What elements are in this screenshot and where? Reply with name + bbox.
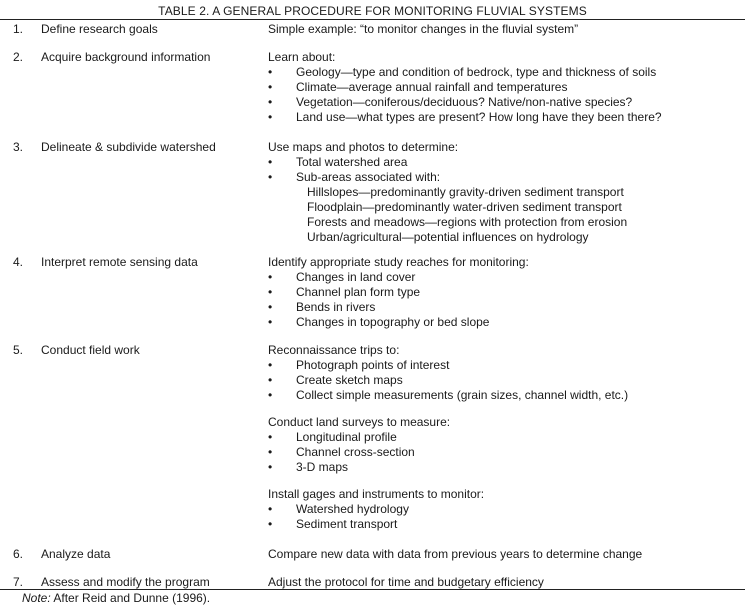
step-description [268,343,738,532]
bullet-icon: • [268,502,273,516]
bullet-icon: • [268,285,273,299]
step-number: 4. [13,255,24,269]
bullet-text: Collect simple measurements (grain sizes, channel width, etc.) [296,388,629,402]
bullet-text: Longitudinal profile [296,430,397,444]
bullet-icon: • [268,170,273,184]
bullet-icon: • [268,65,273,79]
step-title: Analyze data [41,547,111,561]
step-title: Delineate & subdivide watershed [41,140,216,154]
bullet-item [268,95,738,110]
bullet-text: Channel cross-section [296,445,415,459]
description-text: Simple example: “to monitor changes in the fluvial system” [268,22,579,36]
step-title: Conduct field work [41,343,140,357]
note-text: After Reid and Dunne (1996). [50,591,211,605]
sub-item: Hillslopes—predominantly gravity-driven sediment transport [307,185,624,199]
step-number: 2. [13,50,24,64]
bullet-icon: • [268,358,273,372]
description-text: Conduct land surveys to measure: [268,415,451,429]
step-description [268,22,738,37]
sub-item: Forests and meadows—regions with protection from erosion [307,215,628,229]
table-note [22,591,210,605]
bullet-text: Total watershed area [296,155,408,169]
bullet-item [268,430,738,445]
bullet-text: Create sketch maps [296,373,403,387]
bullet-icon: • [268,155,273,169]
sub-item: Floodplain—predominantly water-driven sediment transport [307,200,622,214]
step-title: Acquire background information [41,50,211,64]
sub-item: Urban/agricultural—potential influences on hydrology [307,230,589,244]
bullet-item [268,460,738,475]
step-description [268,547,738,562]
bullet-icon: • [268,430,273,444]
step-number: 7. [13,575,24,589]
bullet-item [268,502,738,517]
step-description [268,255,738,330]
description-text: Install gages and instruments to monitor: [268,487,485,501]
bullet-text: Sediment transport [296,517,398,531]
step-title: Interpret remote sensing data [41,255,198,269]
paragraph-gap [268,475,738,487]
bullet-text: Sub-areas associated with: [296,170,441,184]
description-text: Learn about: [268,50,336,64]
step-title: Assess and modify the program [41,575,210,589]
bullet-item [268,110,738,125]
bullet-icon: • [268,80,273,94]
step-number: 5. [13,343,24,357]
step-description [268,140,738,245]
bullet-icon: • [268,315,273,329]
step-number: 1. [13,22,24,36]
bullet-item [268,65,738,80]
bullet-text: Land use—what types are present? How long have they been there? [296,110,662,124]
top-rule [0,19,745,20]
bullet-item [268,373,738,388]
bullet-item [268,155,738,170]
description-text: Use maps and photos to determine: [268,140,459,154]
bullet-text: Bends in rivers [296,300,376,314]
bullet-icon: • [268,300,273,314]
bullet-icon: • [268,388,273,402]
bullet-icon: • [268,110,273,124]
bullet-item [268,315,738,330]
paragraph-gap [268,403,738,415]
bullet-text: Changes in topography or bed slope [296,315,490,329]
bullet-item [268,517,738,532]
bullet-item [268,170,738,185]
bullet-icon: • [268,517,273,531]
bottom-rule [0,589,745,590]
bullet-item [268,80,738,95]
step-number: 3. [13,140,24,154]
step-description [268,50,738,125]
bullet-text: 3-D maps [296,460,349,474]
bullet-item [268,285,738,300]
bullet-text: Vegetation—coniferous/deciduous? Native/non-native species? [296,95,633,109]
bullet-item [268,270,738,285]
bullet-text: Changes in land cover [296,270,416,284]
note-label: Note: [22,591,51,605]
bullet-icon: • [268,445,273,459]
description-text: Adjust the protocol for time and budgetary efficiency [268,575,544,589]
description-text: Identify appropriate study reaches for monitoring: [268,255,529,269]
step-description [268,575,738,590]
bullet-icon: • [268,95,273,109]
step-title: Define research goals [41,22,158,36]
bullet-item [268,445,738,460]
bullet-icon: • [268,460,273,474]
table-title: TABLE 2. A GENERAL PROCEDURE FOR MONITORING FLUVIAL SYSTEMS [158,4,587,18]
bullet-text: Climate—average annual rainfall and temperatures [296,80,568,94]
bullet-text: Channel plan form type [296,285,421,299]
bullet-icon: • [268,270,273,284]
bullet-icon: • [268,373,273,387]
bullet-item [268,388,738,403]
bullet-item [268,358,738,373]
description-text: Reconnaissance trips to: [268,343,400,357]
bullet-text: Watershed hydrology [296,502,409,516]
description-text: Compare new data with data from previous years to determine change [268,547,643,561]
bullet-text: Geology—type and condition of bedrock, type and thickness of soils [296,65,657,79]
step-number: 6. [13,547,24,561]
bullet-item [268,300,738,315]
bullet-text: Photograph points of interest [296,358,450,372]
